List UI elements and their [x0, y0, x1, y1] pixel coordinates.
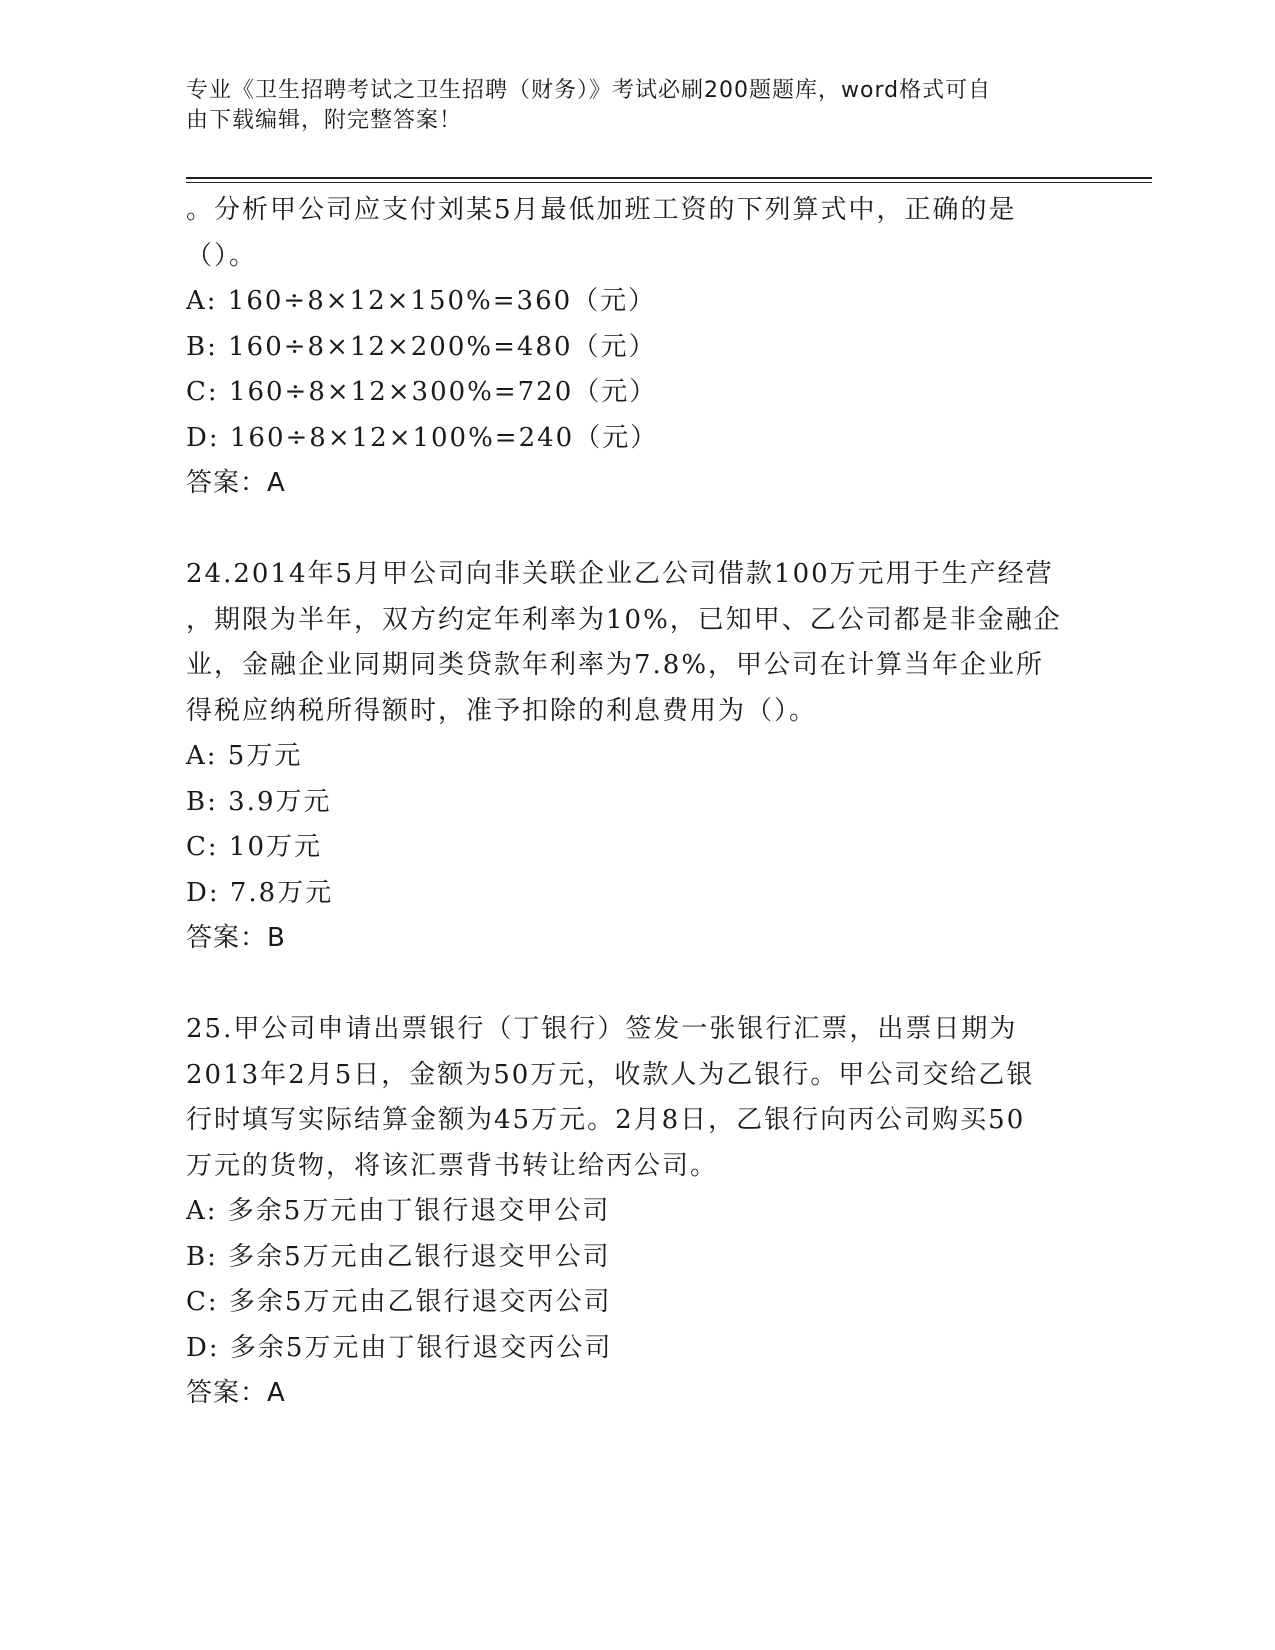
header-title-line-2: 由下载编辑，附完整答案！ — [186, 108, 463, 133]
option-c: C: 多余5万元由乙银行退交丙公司 — [186, 1287, 612, 1317]
option-a: A: 5万元 — [186, 741, 303, 771]
question-stem-line: ，期限为半年，双方约定年利率为10%，已知甲、乙公司都是非金融企 — [186, 604, 1062, 635]
answer-line: 答案：A — [186, 468, 286, 498]
option-b: B: 3.9万元 — [186, 786, 332, 817]
question-stem-line: 万元的货物，将该汇票背书转让给丙公司。 — [186, 1150, 719, 1181]
question-25 — [186, 1007, 1086, 1417]
option-d: D: 7.8万元 — [186, 877, 334, 908]
question-stem-line: 24.2014年5月甲公司向非关联企业乙公司借款100万元用于生产经营 — [186, 559, 1054, 589]
question-stem-line: 行时填写实际结算金额为45万元。2月8日，乙银行向丙公司购买50 — [186, 1105, 1026, 1135]
question-stem-line: 业，金融企业同期同类贷款年利率为7.8%，甲公司在计算当年企业所 — [186, 650, 1045, 680]
option-b: B: 多余5万元由乙银行退交甲公司 — [186, 1241, 611, 1272]
question-24 — [186, 552, 1086, 962]
option-d: D: 多余5万元由丁银行退交丙公司 — [186, 1332, 613, 1363]
answer-line: 答案：B — [186, 923, 286, 953]
option-c: C: 10万元 — [186, 832, 323, 862]
spacer — [186, 962, 1086, 1008]
question-23 — [186, 188, 1086, 507]
spacer — [186, 507, 1086, 553]
option-b: B: 160÷8×12×200%=480（元） — [186, 331, 657, 362]
question-stem-line: （）。 — [186, 240, 258, 271]
header-rule-thick — [186, 177, 1152, 179]
question-stem-line: 。分析甲公司应支付刘某5月最低加班工资的下列算式中，正确的是 — [186, 195, 1017, 225]
option-d: D: 160÷8×12×100%=240（元） — [186, 422, 659, 453]
header-rule-thin — [186, 182, 1152, 183]
option-a: A: 多余5万元由丁银行退交甲公司 — [186, 1196, 611, 1226]
question-content — [186, 188, 1086, 1417]
question-stem-line: 2013年2月5日，金额为50万元，收款人为乙银行。甲公司交给乙银 — [186, 1059, 1035, 1090]
option-c: C: 160÷8×12×300%=720（元） — [186, 377, 658, 407]
answer-line: 答案：A — [186, 1378, 286, 1408]
option-a: A: 160÷8×12×150%=360（元） — [186, 286, 657, 316]
question-stem-line: 25.甲公司申请出票银行（丁银行）签发一张银行汇票，出票日期为 — [186, 1014, 1018, 1044]
header-title-line-1: 专业《卫生招聘考试之卫生招聘（财务）》考试必刷200题题库，word格式可自 — [186, 78, 992, 103]
page-header — [186, 76, 1066, 136]
question-stem-line: 得税应纳税所得额时，准予扣除的利息费用为（）。 — [186, 695, 818, 726]
